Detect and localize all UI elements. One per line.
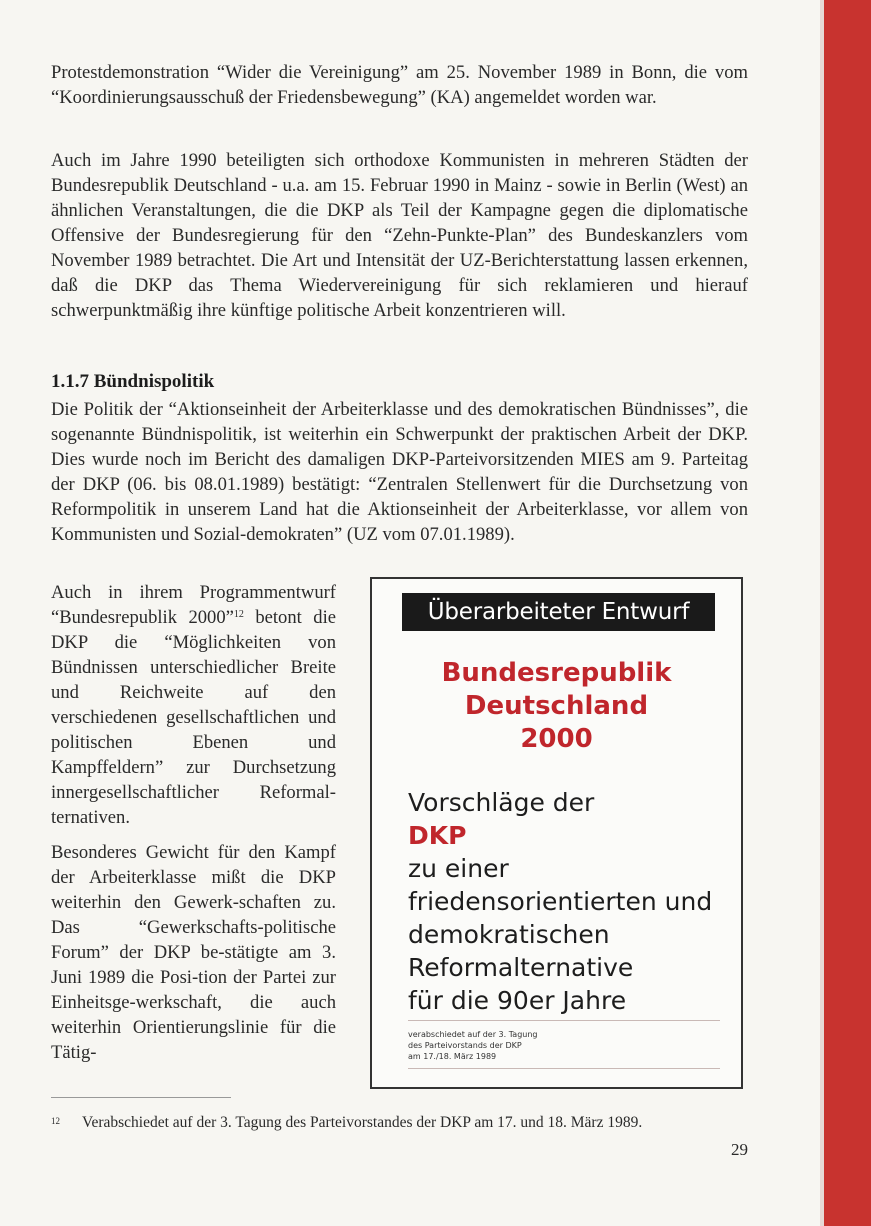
footnote-divider [51, 1097, 231, 1098]
cover-footer [408, 1029, 708, 1062]
cover-footer-line: des Parteivorstands der DKP [408, 1041, 522, 1050]
page-number: 29 [731, 1140, 748, 1159]
cover-footer-line: verabschiedet auf der 3. Tagung [408, 1030, 538, 1039]
cover-header: Überarbeiteter Entwurf [402, 593, 715, 631]
cover-subtitle [408, 786, 738, 1017]
cover-subtitle-line: für die 90er Jahre [408, 986, 627, 1015]
cover-dkp: DKP [408, 821, 467, 850]
red-edge-bar [824, 0, 871, 1226]
cover-subtitle-line: Vorschläge der [408, 788, 595, 817]
cover-subtitle-line: zu einer [408, 854, 509, 883]
paragraph-protest: Protestdemonstration “Wider die Vereinigung” am 25. November 1989 in Bonn, die vom “Koordinierungsausschuß der Friedensbewegung” (KA) angemeldet worden war. [51, 62, 748, 108]
cover-title [372, 657, 741, 756]
paragraph-buendnispolitik: Die Politik der “Aktionseinheit der Arbeiterklasse und des demokratischen Bündnisses”, die sogenannte Bündnispolitik, ist weiterhin ein Schwerpunkt der praktischen Arbeit der DKP. Dies wurde noch im Bericht des damaligen DKP-Parteivorsitzenden MIES am 9. Parteitag der DKP (06. bis 08.01.1989) bestätigt: “Zentralen Stellenwert für die Durchsetzung von Reformpolitik in unserem Land hat die Aktionseinheit der Arbeiterklasse, vor allem von Kommunisten und Sozial-demokraten” (UZ vom 07.01.1989). [51, 399, 748, 545]
footnote-text: Verabschiedet auf der 3. Tagung des Parteivorstandes der DKP am 17. und 18. März 1989. [82, 1114, 643, 1131]
cover-title-line: Bundesrepublik [441, 658, 672, 688]
footnote-reference[interactable]: 12 [233, 609, 244, 620]
paragraph-1990: Auch im Jahre 1990 beteiligten sich orthodoxe Kommunisten in mehreren Städten der Bundesrepublik Deutschland - u.a. am 15. Februar 1990 in Mainz - sowie in Berlin (West) an ähnlichen Veranstaltungen, die die DKP als Teil der Kampagne gegen die diplomatische Offensive der Bundesregierung für den “Zehn-Punkte-Plan” des Bundeskanzlers vom November 1989 betrachtet. Die Art und Intensität der UZ-Berichterstattung lassen erkennen, daß die DKP das Thema Wiedervereinigung für sich reklamieren und hierauf schwerpunktmäßig ihre künftige politische Arbeit konzentrieren will. [51, 150, 748, 321]
cover-title-line: Deutschland [464, 691, 649, 721]
cover-footer-line: am 17./18. März 1989 [408, 1052, 497, 1061]
section-heading: 1.1.7 Bündnispolitik [51, 371, 215, 392]
cover-rule-top [408, 1020, 720, 1021]
text-segment: betont die DKP die “Möglichkeiten von Bündnissen unterschiedlicher Breite und Reichweite auf den verschiedenen gesellschaftlichen und politischen Ebenen und Kampffeldern” zur Durchsetzung innergesellschaftlicher Reformal-ternativen. [51, 607, 336, 828]
cover-rule-bottom [408, 1068, 720, 1069]
cover-image-box [370, 577, 743, 1089]
paragraph-gewerkschaften: Besonderes Gewicht für den Kampf der Arbeiterklasse mißt die DKP weiterhin den Gewerk-schaften zu. Das “Gewerkschafts-politische Forum” der DKP be-stätigte am 3. Juni 1989 die Posi-tion der Partei zur Einheitsge-werkschaft, die auch weiterhin Orientierungslinie für die Tätig- [51, 842, 336, 1063]
footnote-number: 12 [51, 1116, 60, 1126]
cover-subtitle-line: friedensorientierten und [408, 887, 713, 916]
cover-subtitle-line: Reformalternative [408, 953, 634, 982]
cover-subtitle-line: demokratischen [408, 920, 610, 949]
cover-title-line: 2000 [520, 724, 593, 754]
paragraph-programmentwurf [51, 580, 336, 830]
footnote [51, 1113, 751, 1133]
text-segment: Auch in ihrem Programmentwurf “Bundesrepublik 2000” [51, 582, 336, 628]
